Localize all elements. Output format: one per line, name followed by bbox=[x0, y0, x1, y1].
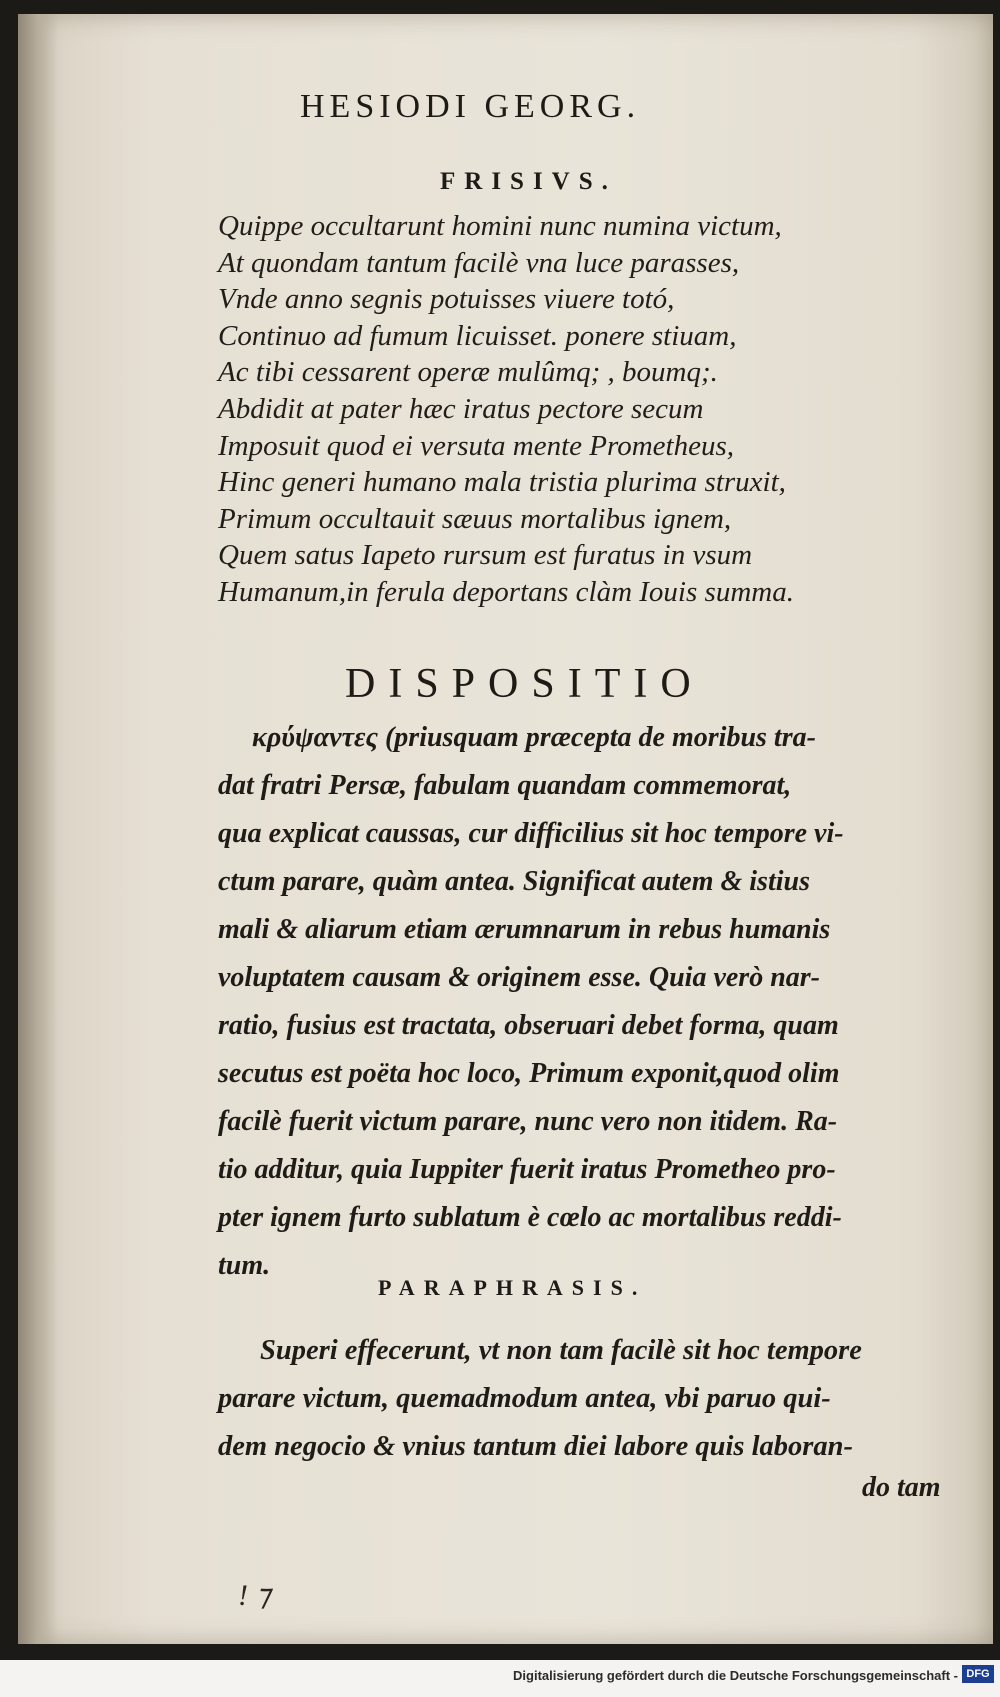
text-line: secutus est poëta hoc loco, Primum exponit,quod olim bbox=[218, 1058, 840, 1089]
verse-line: Ac tibi cessarent operæ mulûmq; , boumq;. bbox=[218, 356, 718, 389]
text-line: parare victum, quemadmodum antea, vbi paruo qui- bbox=[218, 1383, 831, 1414]
footer-bar bbox=[0, 1660, 1000, 1697]
text-line: pter ignem furto sublatum è cœlo ac mortalibus reddi- bbox=[218, 1202, 842, 1233]
page-spine-shadow bbox=[18, 14, 58, 1644]
verse-line: Continuo ad fumum licuisset. ponere stiuam, bbox=[218, 319, 737, 352]
catchword: do tam bbox=[862, 1472, 941, 1503]
text-line: Superi effecerunt, vt non tam facilè sit hoc tempore bbox=[260, 1335, 862, 1366]
verse-line: Abdidit at pater hæc iratus pectore secum bbox=[218, 392, 704, 425]
verse-line: Quippe occultarunt homini nunc numina victum, bbox=[218, 210, 782, 242]
text-line: facilè fuerit victum parare, nunc vero non itidem. Ra- bbox=[218, 1106, 838, 1137]
text-line: mali & aliarum etiam ærumnarum in rebus humanis bbox=[218, 914, 831, 945]
verse-heading: FRISIVS. bbox=[440, 168, 617, 195]
dispositio-heading: DISPOSITIO bbox=[345, 661, 704, 707]
verse-line: Vnde anno segnis potuisses viuere totó, bbox=[218, 283, 675, 316]
verse-line: Imposuit quod ei versuta mente Prometheus, bbox=[218, 429, 734, 462]
text-line: ctum parare, quàm antea. Significat autem & istius bbox=[218, 866, 810, 897]
text-line: tum. bbox=[218, 1250, 271, 1281]
running-head: HESIODI GEORG. bbox=[300, 88, 641, 125]
text-line: κρύψαντες (priusquam præcepta de moribus tra- bbox=[252, 722, 816, 753]
verse-block bbox=[218, 208, 938, 611]
text-line: tio additur, quia Iuppiter fuerit iratus Prometheo pro- bbox=[218, 1154, 836, 1185]
paraphrasis-heading: PARAPHRASIS. bbox=[378, 1275, 647, 1300]
verse-line: Humanum,in ferula deportans clàm Iouis summa. bbox=[218, 575, 794, 608]
paraphrasis-text bbox=[218, 1327, 966, 1471]
text-line: dat fratri Persæ, fabulam quandam commemorat, bbox=[218, 770, 792, 801]
text-line: voluptatem causam & originem esse. Quia verò nar- bbox=[218, 962, 820, 993]
text-line: qua explicat caussas, cur difficilius sit hoc tempore vi- bbox=[218, 818, 844, 849]
verse-line: Quem satus Iapeto rursum est furatus in vsum bbox=[218, 539, 753, 572]
signature-mark: ǃ ⁊ bbox=[238, 1579, 271, 1612]
verse-line: Hinc generi humano mala tristia plurima struxit, bbox=[218, 466, 786, 499]
verse-line: Primum occultauit sæuus mortalibus ignem, bbox=[218, 502, 732, 535]
verse-line: At quondam tantum facilè vna luce parasses, bbox=[218, 246, 740, 279]
dfg-logo-icon: DFG bbox=[962, 1665, 994, 1683]
text-line: dem negocio & vnius tantum diei labore quis laboran- bbox=[218, 1431, 853, 1462]
text-line: ratio, fusius est tractata, obseruari debet forma, quam bbox=[218, 1010, 839, 1041]
dispositio-text bbox=[218, 714, 966, 1290]
footer-credit: Digitalisierung gefördert durch die Deutsche Forschungsgemeinschaft - bbox=[513, 1668, 958, 1683]
